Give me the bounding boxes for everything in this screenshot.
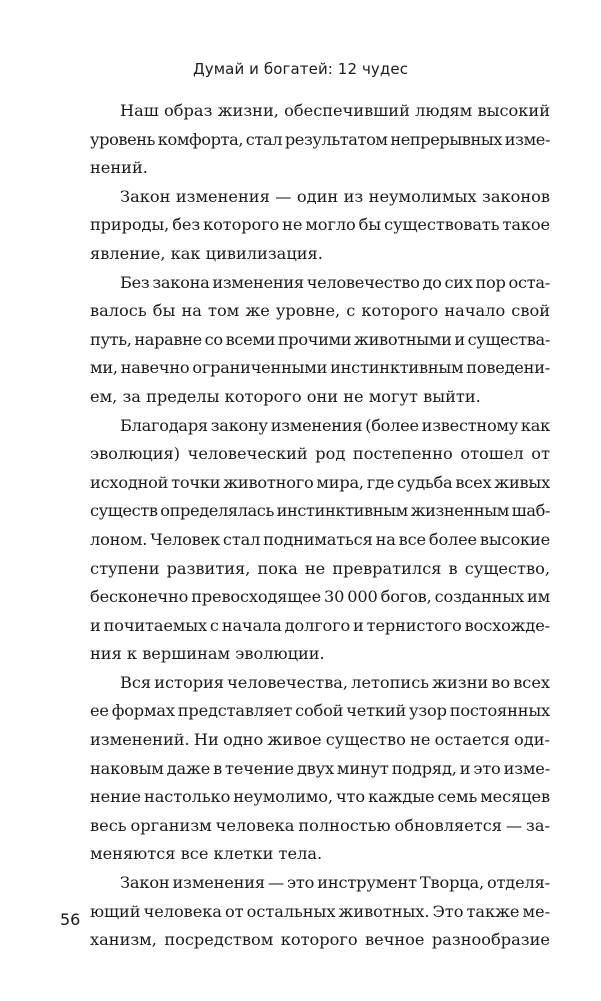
text-line: ступени развития, пока не превратился в существо, xyxy=(90,558,550,578)
text-line: исходной точки животного мира, где судьба всех живых xyxy=(90,472,550,492)
page-number: 56 xyxy=(60,910,81,929)
text-line: бесконечно превосходящее 30 000 богов, созданных им xyxy=(90,587,550,607)
text-line: Вся история человечества, летопись жизни во всех xyxy=(120,672,550,692)
text-line: ми, навечно ограниченными инстинктивным поведени- xyxy=(90,358,550,378)
text-line: изменений. Ни одно живое существо не остается оди- xyxy=(90,730,550,750)
text-line: ющий человека от остальных животных. Это также ме- xyxy=(90,901,550,921)
running-header: Думай и богатей: 12 чудес xyxy=(192,60,409,78)
text-line: меняются все клетки тела. xyxy=(90,844,323,864)
text-line: лоном. Человек стал подниматься на все более высокие xyxy=(90,529,550,549)
text-line: эволюция) человеческий род постепенно отошел от xyxy=(90,444,550,464)
body-text xyxy=(90,97,550,955)
text-line: ния к вершинам эволюции. xyxy=(90,644,325,664)
text-line: нение настолько неумолимо, что каждые семь месяцев xyxy=(90,787,550,807)
text-line: Благодаря закону изменения (более известному как xyxy=(120,415,550,435)
text-line: Закон изменения — это инструмент Творца, отделя- xyxy=(120,873,550,893)
text-line: ее формах представляет собой четкий узор постоянных xyxy=(90,701,550,721)
text-line: весь организм человека полностью обновляется — за- xyxy=(90,815,550,835)
text-line: Закон изменения — один из неумолимых законов xyxy=(120,186,550,206)
text-line: Без закона изменения человечество до сих пор оста- xyxy=(120,272,550,292)
text-line: валось бы на том же уровне, с которого начало свой xyxy=(90,301,550,321)
text-line: путь, наравне со всеми прочими животными и существа- xyxy=(90,329,550,349)
text-line: и почитаемых с начала долгого и тернистого восхожде- xyxy=(90,615,550,635)
text-line: Наш образ жизни, обеспечивший людям высокий xyxy=(120,101,550,120)
text-line: ем, за пределы которого они не могут выйти. xyxy=(90,386,481,406)
text-line: нений. xyxy=(90,158,148,178)
text-line: природы, без которого не могло бы существовать такое xyxy=(90,215,550,235)
text-line: наковым даже в течение двух минут подряд, и это изме- xyxy=(90,758,550,778)
text-line: явление, как цивилизация. xyxy=(90,243,323,263)
text-line: существ определялась инстинктивным жизненным шаб- xyxy=(90,501,550,521)
text-line: уровень комфорта, стал результатом непрерывных изме- xyxy=(90,129,550,149)
text-line: ханизм, посредством которого вечное разнообразие xyxy=(90,930,550,950)
